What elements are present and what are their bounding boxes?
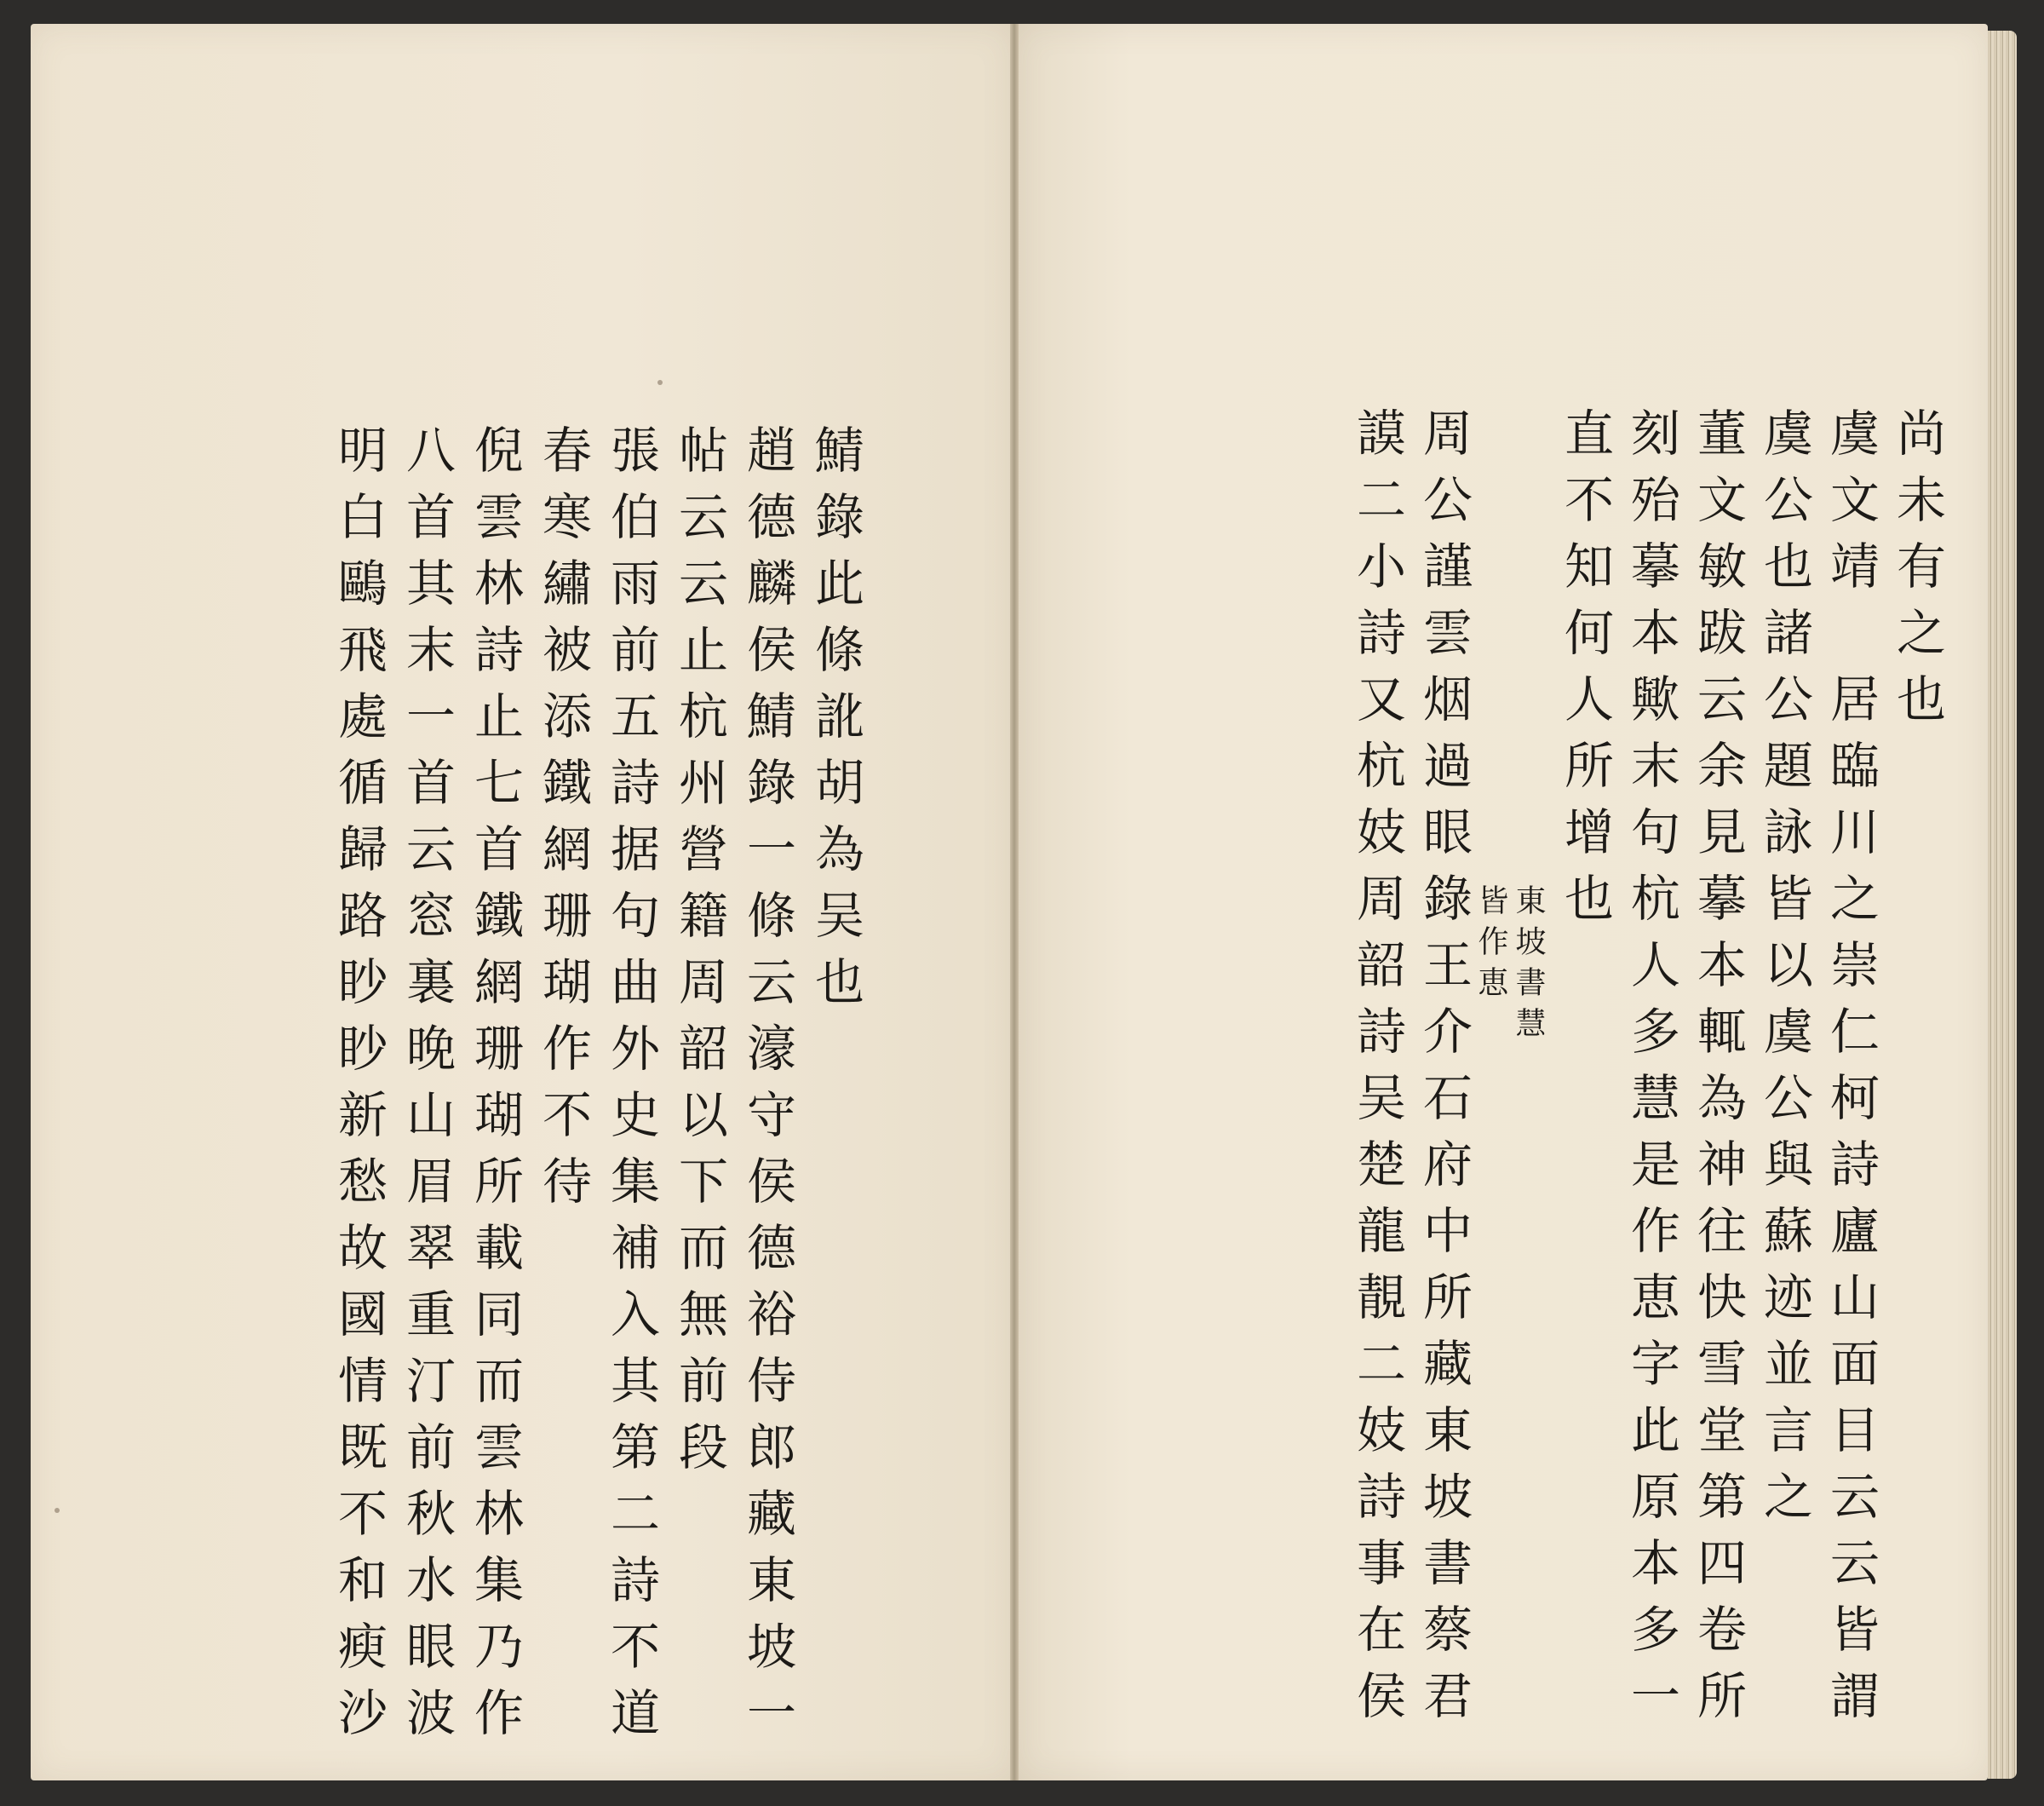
page-edges (1988, 31, 2017, 1779)
left-column-6: 倪雲林詩止七首鐵網珊瑚所載同而雲林集乃作 (466, 424, 524, 1753)
annotation-line-1: 東坡書慧 (1511, 884, 1546, 1048)
right-column-7: 周公謹雲烟過眼錄王介石府中所藏東坡書蔡君 (1415, 407, 1473, 1736)
left-column-5: 春寒繡被添鐵網珊瑚作不待 (534, 424, 592, 1222)
annotation-line-2: 皆作恵 (1473, 884, 1508, 1007)
left-column-2: 趙德麟侯鯖錄一條云濠守侯德裕侍郎藏東坡一 (738, 424, 796, 1753)
right-column-1: 尚未有之也 (1888, 407, 1946, 739)
ink-speck (55, 1508, 60, 1513)
right-column-4: 董文敏跋云余見摹本輒為神往快雪堂第四卷所 (1689, 407, 1747, 1736)
left-column-7: 八首其末一首云窓裏晚山眉翠重汀前秋水眼波 (398, 424, 456, 1753)
left-column-8: 明白鷗飛處循歸路眇眇新愁故國情既不和瘐沙 (330, 424, 388, 1753)
left-column-3: 帖云云止杭州營籍周韶以下而無前段 (670, 424, 728, 1487)
right-column-5: 刻殆摹本歟末句杭人多慧是作恵字此原本多一 (1622, 407, 1680, 1736)
left-page-text (77, 424, 864, 1753)
right-column-6: 直不知何人所增也 (1556, 407, 1614, 939)
right-column-2: 虞文靖 居臨川之崇仁柯詩廬山面目云云皆謂 (1822, 407, 1880, 1736)
left-column-4: 張伯雨前五詩据句曲外史集補入其第二詩不道 (602, 424, 660, 1753)
right-column-3: 虞公也諸公題詠皆以虞公與蘇迹並言之 (1755, 407, 1813, 1537)
right-column-8: 謨二小詩又杭妓周韶詩吴楚龍靚二妓詩事在侯 (1348, 407, 1406, 1736)
book-gutter (1010, 24, 1019, 1780)
left-column-1: 鯖錄此條訛胡為吴也 (807, 424, 864, 1022)
right-page-text (1175, 407, 1946, 1736)
ink-speck (657, 380, 663, 385)
